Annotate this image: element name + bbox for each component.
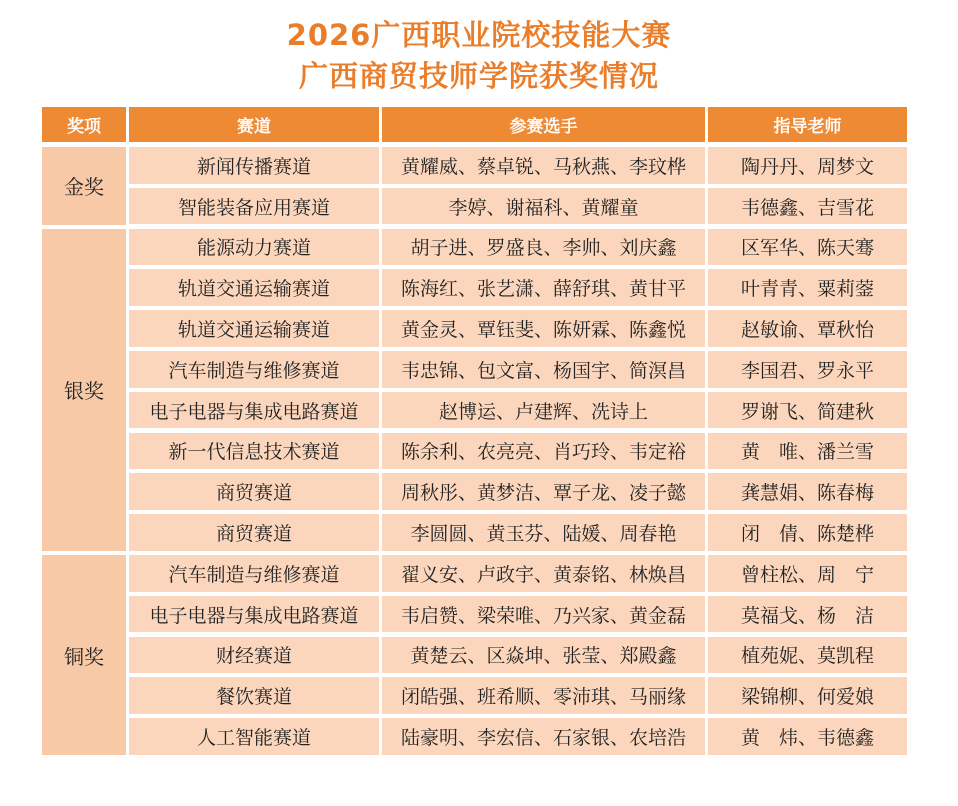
players-cell: 周秋彤、黄梦洁、覃子龙、凌子懿 [382, 473, 705, 510]
players-cell: 闭皓强、班希顺、零沛琪、马丽缘 [382, 677, 705, 714]
track-cell: 汽车制造与维修赛道 [129, 351, 379, 388]
players-cell: 黄耀威、蔡卓锐、马秋燕、李玟桦 [382, 147, 705, 184]
teachers-cell: 黄 唯、潘兰雪 [708, 433, 907, 470]
teachers-cell: 叶青青、粟莉蓥 [708, 269, 907, 306]
page-title-line2: 广西商贸技师学院获奖情况 [298, 59, 659, 93]
header-track: 赛道 [129, 107, 379, 142]
track-cell: 能源动力赛道 [129, 229, 379, 266]
teachers-cell: 赵敏谕、覃秋怡 [708, 310, 907, 347]
track-cell: 轨道交通运输赛道 [129, 269, 379, 306]
track-cell: 财经赛道 [129, 637, 379, 674]
players-cell: 陈海红、张艺潇、薛舒琪、黄甘平 [382, 269, 705, 306]
track-cell: 餐饮赛道 [129, 677, 379, 714]
track-cell: 轨道交通运输赛道 [129, 310, 379, 347]
track-cell: 商贸赛道 [129, 473, 379, 510]
award-cell: 金奖 [42, 147, 126, 225]
players-cell: 韦忠锦、包文富、杨国宇、简溟昌 [382, 351, 705, 388]
track-cell: 汽车制造与维修赛道 [129, 555, 379, 592]
players-cell: 李婷、谢福科、黄耀童 [382, 188, 705, 225]
players-cell: 黄楚云、区焱坤、张莹、郑殿鑫 [382, 637, 705, 674]
track-cell: 智能装备应用赛道 [129, 188, 379, 225]
teachers-cell: 黄 炜、韦德鑫 [708, 718, 907, 755]
header-award: 奖项 [42, 107, 126, 142]
teachers-cell: 李国君、罗永平 [708, 351, 907, 388]
teachers-cell: 曾柱松、周 宁 [708, 555, 907, 592]
track-cell: 新一代信息技术赛道 [129, 433, 379, 470]
header-players: 参赛选手 [382, 107, 705, 142]
track-cell: 新闻传播赛道 [129, 147, 379, 184]
teachers-cell: 区军华、陈天骞 [708, 229, 907, 266]
teachers-cell: 闭 倩、陈楚桦 [708, 514, 907, 551]
players-cell: 陈余利、农亮亮、肖巧玲、韦定裕 [382, 433, 705, 470]
award-cell: 银奖 [42, 229, 126, 551]
track-cell: 人工智能赛道 [129, 718, 379, 755]
players-cell: 赵博运、卢建辉、冼诗上 [382, 392, 705, 429]
teachers-cell: 陶丹丹、周梦文 [708, 147, 907, 184]
header-teachers: 指导老师 [708, 107, 907, 142]
teachers-cell: 梁锦柳、何爱娘 [708, 677, 907, 714]
players-cell: 黄金灵、覃钰斐、陈妍霖、陈鑫悦 [382, 310, 705, 347]
teachers-cell: 罗谢飞、简建秋 [708, 392, 907, 429]
players-cell: 李圆圆、黄玉芬、陆媛、周春艳 [382, 514, 705, 551]
teachers-cell: 莫福戈、杨 洁 [708, 596, 907, 633]
track-cell: 电子电器与集成电路赛道 [129, 392, 379, 429]
track-cell: 商贸赛道 [129, 514, 379, 551]
players-cell: 韦启赞、梁荣唯、乃兴家、黄金磊 [382, 596, 705, 633]
track-cell: 电子电器与集成电路赛道 [129, 596, 379, 633]
teachers-cell: 植苑妮、莫凯程 [708, 637, 907, 674]
teachers-cell: 韦德鑫、吉雪花 [708, 188, 907, 225]
players-cell: 陆豪明、李宏信、石家银、农培浩 [382, 718, 705, 755]
players-cell: 胡子进、罗盛良、李帅、刘庆鑫 [382, 229, 705, 266]
award-cell: 铜奖 [42, 555, 126, 755]
teachers-cell: 龚慧娟、陈春梅 [708, 473, 907, 510]
players-cell: 翟义安、卢政宇、黄泰铭、林焕昌 [382, 555, 705, 592]
page-title-line1: 2026广西职业院校技能大赛 [286, 18, 672, 52]
